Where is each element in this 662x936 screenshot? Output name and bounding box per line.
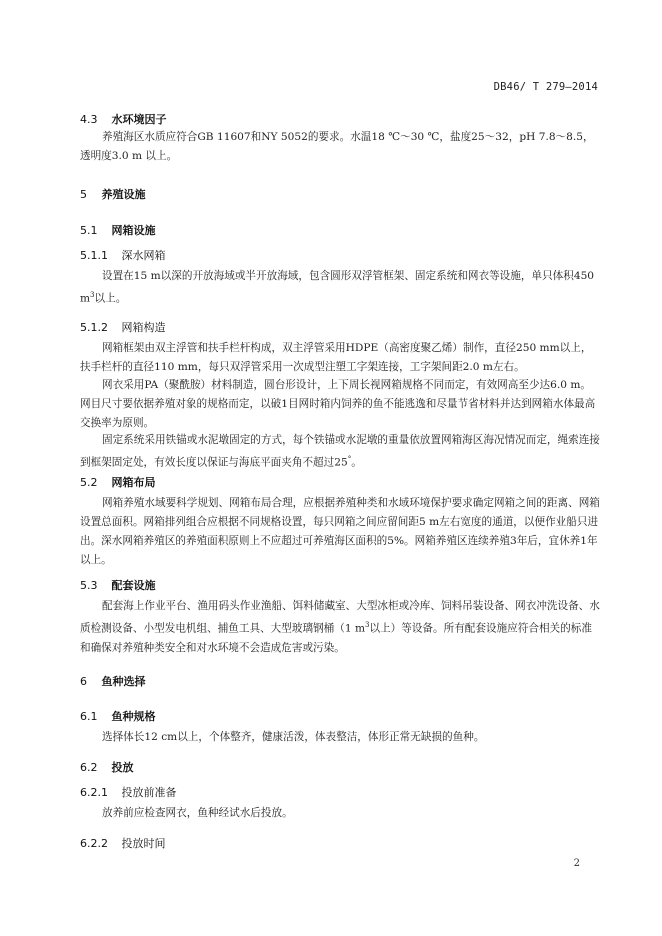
heading-5 [80, 186, 146, 202]
document-id: DB46/ T 279—2014 [493, 81, 598, 93]
heading-6-2 [80, 759, 134, 775]
heading-title: 网箱设施 [111, 224, 156, 237]
heading-number: 6.2.1 [80, 786, 108, 799]
heading-title: 配套设施 [111, 579, 156, 592]
heading-number: 5.3 [80, 579, 98, 592]
heading-number: 5.1 [80, 224, 98, 237]
heading-number: 5.2 [80, 476, 98, 489]
heading-title: 网箱布局 [111, 476, 156, 489]
heading-number: 5.1.2 [80, 321, 108, 334]
heading-number: 6 [80, 675, 87, 688]
text-segment: 以上）等设备。所有配套设施应符合相关的标准和确保对养殖种类安全和对水环境不会造成危害或污染。 [80, 622, 592, 654]
heading-5-1-1 [80, 247, 166, 263]
heading-number: 5 [80, 188, 87, 201]
heading-5-2 [80, 474, 156, 490]
superscript: ° [347, 455, 352, 463]
paragraph-net-material: 网衣采用PA（聚酰胺）材料制造，圆台形设计，上下周长视网箱规格不同而定，有效网高至少达6.0 m。网目尺寸要依据养殖对象的规格而定，以破1目网时箱内饲养的鱼不能逃逸和尽量节省材料并达到网箱水体最高交换率为原则。 [80, 379, 596, 429]
heading-title: 网箱构造 [121, 321, 166, 334]
paragraph-water-quality: 养殖海区水质应符合GB 11607和NY 5052的要求。水温18 ℃～30 ℃，盐度25～32，pH 7.8～8.5，透明度3.0 m 以上。 [80, 131, 594, 162]
heading-6-2-1 [80, 784, 177, 800]
heading-6 [80, 673, 146, 689]
heading-number: 6.1 [80, 710, 98, 723]
heading-5-3 [80, 577, 156, 593]
heading-5-1 [80, 222, 156, 238]
heading-title: 投放 [111, 761, 134, 774]
heading-title: 养殖设施 [101, 188, 146, 201]
paragraph-stocking-preparation: 放养前应检查网衣，鱼种经试水后投放。 [102, 807, 293, 819]
paragraph-fingerling-size: 选择体长12 cm以上，个体整齐，健康活泼，体表整洁，体形正常无缺损的鱼种。 [102, 731, 485, 743]
heading-6-2-2 [80, 835, 166, 851]
paragraph-supporting-facilities [80, 597, 600, 658]
paragraph-mooring-system [80, 431, 600, 473]
heading-title: 水环境因子 [111, 113, 167, 126]
heading-number: 6.2 [80, 761, 98, 774]
heading-number: 4.3 [80, 113, 98, 126]
heading-number: 6.2.2 [80, 837, 108, 850]
text-segment: 固定系统采用铁锚或水泥墩固定的方式，每个铁锚或水泥墩的重量依放置网箱海区海况情况而定，绳索连接到框架固定处，有效长度以保证与海底平面夹角不超过25 [80, 434, 600, 469]
text-segment: 以上。 [94, 292, 127, 305]
heading-title: 投放时间 [121, 837, 166, 850]
heading-5-1-2 [80, 319, 166, 335]
paragraph-cage-layout: 网箱养殖水域要科学规划、网箱布局合理，应根据养殖种类和水域环境保护要求确定网箱之间的距离、网箱设置总面积。网箱排列组合应根据不同规格设置，每只网箱之间应留间距5 m左右宽度的通道，以便作业船只进出。深水网箱养殖区的养殖面积原则上不应超过可养殖海区面积的5%。网箱养殖区连续养殖3年后，宜休养1年以上。 [80, 497, 600, 566]
heading-title: 投放前准备 [121, 786, 177, 799]
superscript: 3 [90, 291, 95, 299]
heading-6-1 [80, 708, 156, 724]
superscript: 3 [365, 621, 370, 629]
text-segment: 设置在15 m以深的开放海域或半开放海域，包含圆形双浮管框架、固定系统和网衣等设施，单只体积450 m [80, 270, 595, 305]
heading-number: 5.1.1 [80, 249, 108, 262]
page-number: 2 [573, 858, 580, 869]
text-segment: 配套海上作业平台、渔用码头作业渔船、饵料储藏室、大型冰柜或冷库、饲料吊装设备、网衣冲洗设备、水质检测设备、小型发电机组、捕鱼工具、大型玻璃钢桶（1 m [80, 600, 600, 635]
heading-4-3 [80, 111, 167, 127]
paragraph-deep-water-cage [80, 267, 600, 309]
heading-title: 鱼种选择 [101, 675, 146, 688]
heading-title: 鱼种规格 [111, 710, 156, 723]
paragraph-cage-frame: 网箱框架由双主浮管和扶手栏杆构成，双主浮管采用HDPE（高密度聚乙烯）制作，直径250 mm以上，扶手栏杆的直径110 mm，每只双浮管采用一次成型注塑工字架连接，工字架间距2.0 m左右。 [80, 342, 592, 373]
text-segment: 。 [351, 456, 362, 469]
heading-title: 深水网箱 [121, 249, 166, 262]
